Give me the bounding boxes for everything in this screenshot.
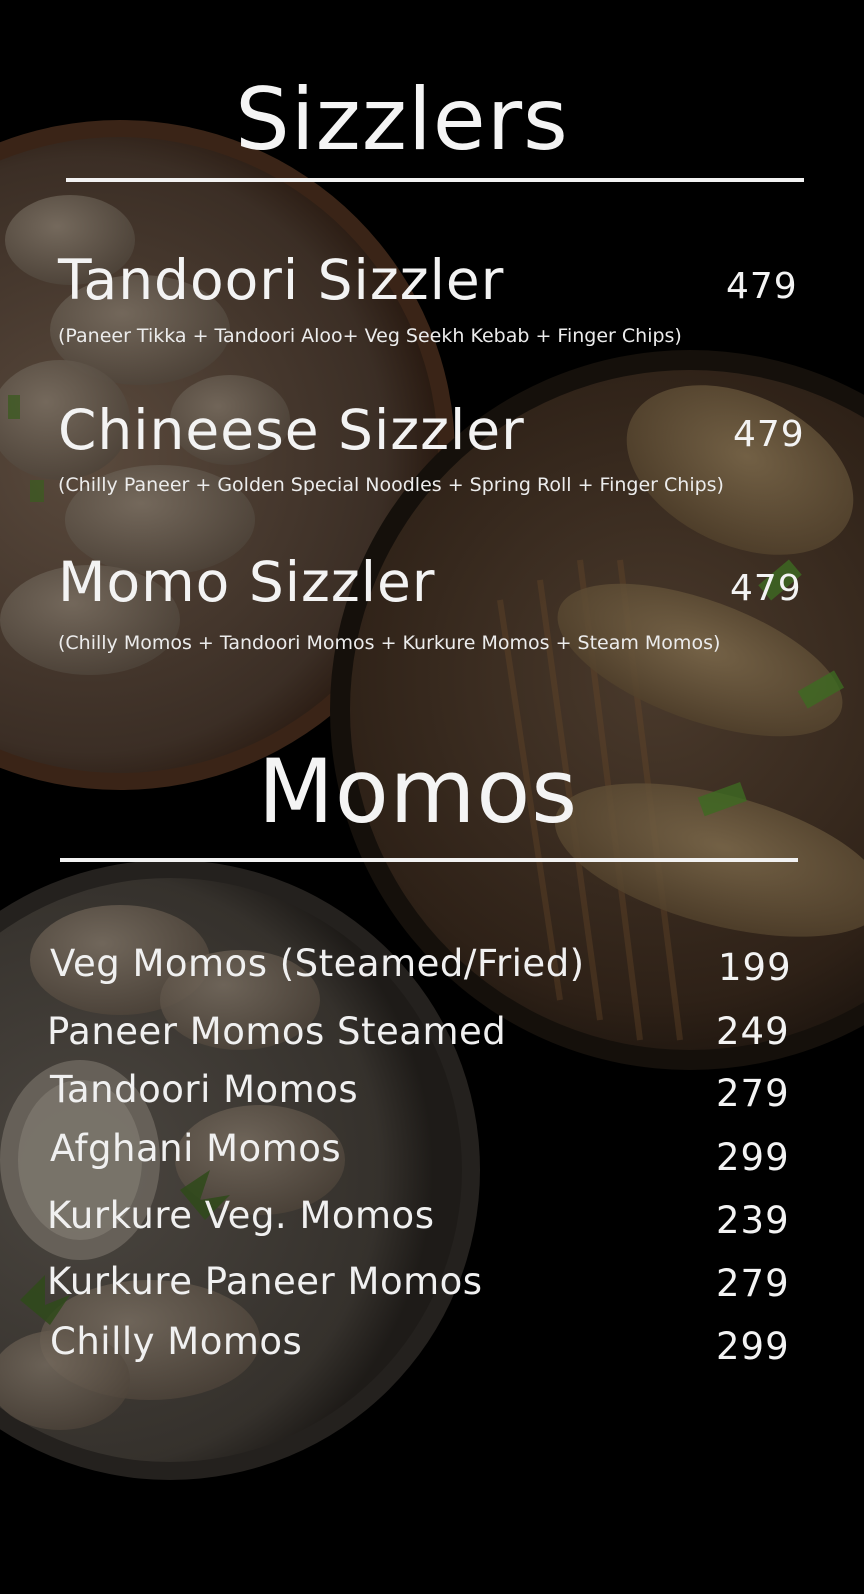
momo-item-price: 299 <box>716 1325 790 1368</box>
momo-item-price: 279 <box>716 1072 790 1115</box>
momo-item-price: 299 <box>716 1136 790 1179</box>
momo-item-name: Paneer Momos Steamed <box>47 1010 507 1053</box>
momo-item-name: Kurkure Paneer Momos <box>47 1260 483 1303</box>
sizzlers-heading: Sizzlers <box>235 70 569 170</box>
momo-item-name: Kurkure Veg. Momos <box>47 1194 435 1237</box>
momo-item-name: Tandoori Momos <box>50 1068 359 1111</box>
momo-item-price: 249 <box>716 1010 790 1053</box>
sizzler-item-price: 479 <box>733 414 805 455</box>
sizzler-item-description: (Chilly Paneer + Golden Special Noodles + Spring Roll + Finger Chips) <box>58 474 724 496</box>
momo-item-price: 279 <box>716 1262 790 1305</box>
sizzler-item-price: 479 <box>726 266 798 307</box>
momo-item-name: Afghani Momos <box>50 1127 342 1170</box>
sizzler-item-description: (Chilly Momos + Tandoori Momos + Kurkure Momos + Steam Momos) <box>58 632 721 654</box>
sizzler-item-description: (Paneer Tikka + Tandoori Aloo+ Veg Seekh Kebab + Finger Chips) <box>58 325 682 347</box>
sizzler-item-name: Tandoori Sizzler <box>58 248 505 312</box>
momo-item-price: 239 <box>716 1199 790 1242</box>
momos-heading: Momos <box>257 740 579 843</box>
sizzler-item-name: Chineese Sizzler <box>58 398 525 462</box>
momos-divider <box>60 858 798 862</box>
sizzler-item-name: Momo Sizzler <box>58 550 436 614</box>
sizzler-item-price: 479 <box>730 568 802 609</box>
momo-item-price: 199 <box>718 946 792 989</box>
sizzlers-divider <box>66 178 804 182</box>
momo-item-name: Chilly Momos <box>50 1320 303 1363</box>
momo-item-name: Veg Momos (Steamed/Fried) <box>50 942 585 985</box>
